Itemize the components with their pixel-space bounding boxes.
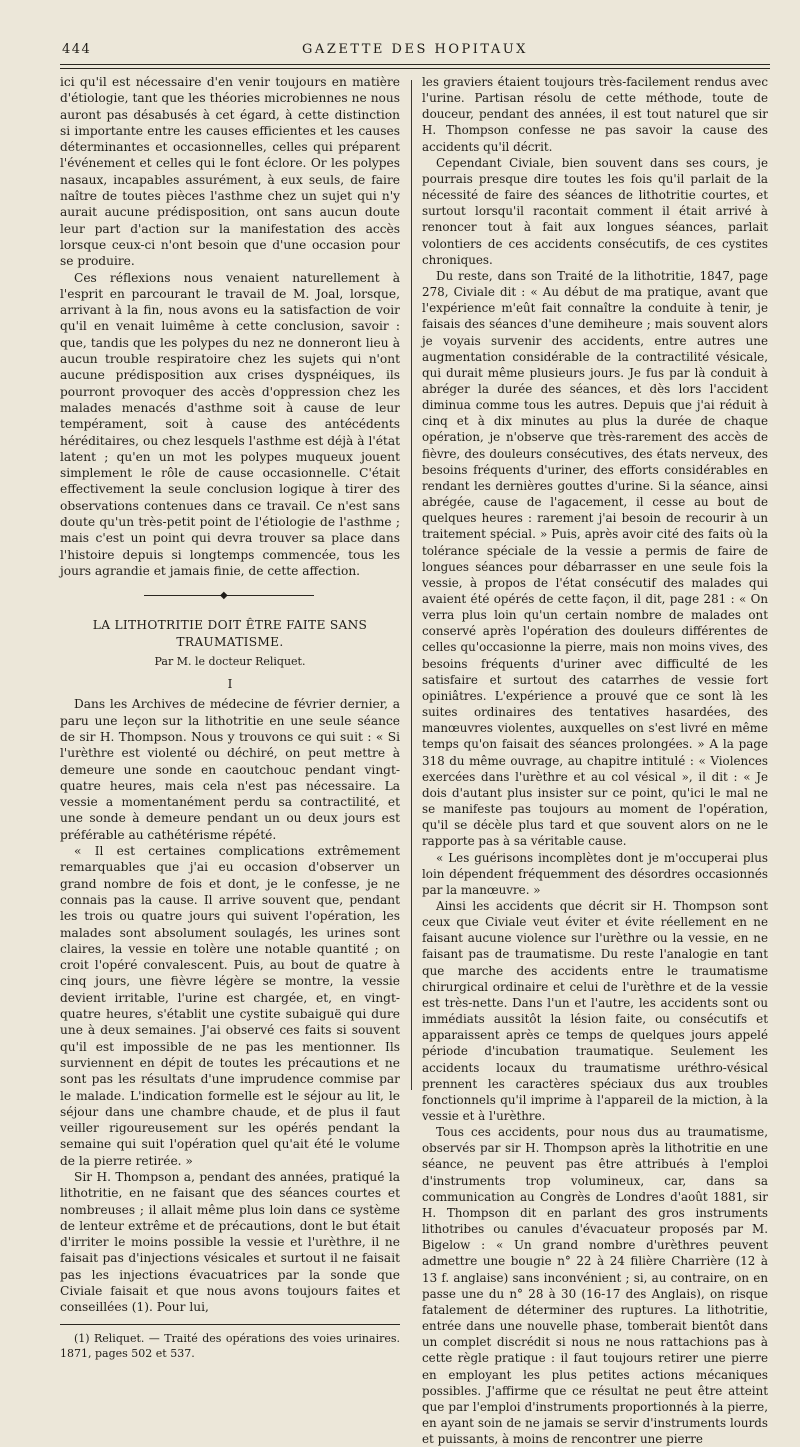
journal-title: GAZETTE DES HOPITAUX — [302, 42, 528, 57]
paragraph: « Il est certaines complications extrêmement remarquables que j'ai eu occasion d'observer un grand nombre de fois et dont, je le confesse, je ne connais pas la cause. Il arrive souvent que, pendant les trois ou quatre jours qui suivent l'opération, les malades sont absolument soulagés, les urines sont claires, la vessie en tolère une notable quantité ; on croit l'opéré convalescent. Puis, au bout de quatre à cinq jours, une fièvre légère se montre, la vessie devient irritable, l'urine est chargée, et, en vingt-quatre heures, s'établit une cystite subaiguë qui dure une à deux semaines. J'ai observé ces faits si souvent qu'il est impossible de ne pas les mentionner. Ils surviennent en dépit de toutes les précautions et ne sont pas les résultats d'une imprudence commise par le malade. L'indication formelle est le séjour au lit, le séjour dans une chambre chaude, et de plus il faut veiller rigoureusement sur les opérés pendant la semaine qui suit l'opération quel qu'ait été le volume de la pierre retirée. » — [60, 844, 400, 1168]
column-divider — [411, 80, 412, 1090]
footnote-rule — [60, 1324, 400, 1325]
right-column — [422, 74, 768, 1447]
paragraph: Cependant Civiale, bien souvent dans ses cours, je pourrais presque dire toutes les fois qu'il parlait de la nécessité de faire des séances de lithotritie courtes, et surtout lorsqu'il racontait comment il était arrivé à renoncer tout à fait aux longues séances, parlait volontiers de ces accidents consécutifs, de ces cystites chroniques. — [422, 155, 768, 267]
header-rule-top — [60, 64, 770, 65]
page-number: 444 — [62, 42, 92, 57]
section-number: I — [227, 677, 233, 692]
divider-ornament: ◆ — [220, 590, 228, 602]
footnote: (1) Reliquet. — Traité des opérations des voies urinaires. 1871, pages 502 et 537. — [60, 1331, 400, 1360]
paragraph: « Les guérisons incomplètes dont je m'occuperai plus loin dépendent fréquemment des désordres occasionnés par la manœuvre. » — [422, 850, 768, 897]
article-title: LA LITHOTRITIE DOIT ÊTRE FAITE SANS TRAUMATISME. — [92, 618, 368, 649]
divider-line — [144, 595, 314, 596]
article-byline: Par M. le docteur Reliquet. — [154, 654, 306, 668]
left-column — [60, 74, 400, 1361]
paragraph: ici qu'il est nécessaire d'en venir toujours en matière d'étiologie, tant que les théories microbiennes ne nous auront pas désabusés à cet égard, à cette distinction si importante entre les causes efficientes et les causes déterminantes et occasionnelles, celles qui préparent l'événement et celles qui le font éclore. Or les polypes nasaux, incapables assurément, à eux seuls, de faire naître de toutes pièces l'asthme chez un sujet qui n'y aurait aucune prédisposition, ont sans aucun doute leur part d'action sur la manifestation des accès lorsque ceux-ci n'ont besoin que d'une occasion pour se produire. — [60, 75, 400, 269]
paragraph: les graviers étaient toujours très-facilement rendus avec l'urine. Partisan résolu de cette méthode, toute de douceur, pendant des années, il est tout naturel que sir H. Thompson confesse ne pas savoir la cause des accidents qu'il décrit. — [422, 75, 768, 154]
paragraph: Dans les Archives de médecine de février dernier, a paru une leçon sur la lithotritie en une seule séance de sir H. Thompson. Nous y trouvons ce qui suit : « Si l'urèthre est violenté ou déchiré, on peut mettre à demeure une sonde en caoutchouc pendant vingt-quatre heures, mais cela n'est pas nécessaire. La vessie a momentanément perdu sa contractilité, et une sonde à demeure pendant un ou deux jours est préférable au cathétérisme répété. — [60, 697, 400, 842]
paragraph: Du reste, dans son Traité de la lithotritie, 1847, page 278, Civiale dit : « Au début de ma pratique, avant que l'expérience m'eût fait connaître la conduite à tenir, je faisais des séances d'une demiheure ; mais souvent alors je voyais survenir des accidents, entre autres une augmentation considérable de la contractilité vésicale, qui durait même plusieurs jours. Je fus par là conduit à abréger la durée des séances, et dès lors l'accident diminua comme tous les autres. Depuis que j'ai réduit à cinq et à dix minutes au plus la durée de chaque opération, je n'observe que très-rarement des accès de fièvre, des douleurs consécutives, des états nerveux, des besoins fréquents d'uriner, des efforts considérables en rendant les dernières gouttes d'urine. Si la séance, ainsi abrégée, cause de l'agacement, il cesse au bout de quelques heures : rarement j'ai besoin de recourir à un traitement spécial. » Puis, après avoir cité des faits où la tolérance spéciale de la vessie a permis de faire de longues séances pour débarrasser en une seule fois la vessie, à propos de l'état consécutif des malades qui avaient été opérés de cette façon, il dit, page 281 : « On verra plus loin qu'un certain nombre de malades ont conservé après l'opération des douleurs différentes de celles qu'occasionne la pierre, mais non moins vives, des besoins fréquents d'uriner avec difficulté de les satisfaire et surtout des catarrhes de vessie fort opiniâtres. L'expérience a prouvé que ce sont là les suites ordinaires des tentatives hasardées, des manœuvres violentes, auxquelles on s'est livré en même temps qu'on faisait des séances prolongées. » A la page 318 du même ouvrage, au chapitre intitulé : « Violences exercées dans l'urèthre et au col vésical », il dit : « Je dois d'autant plus insister sur ce point, qu'ici le mal ne se manifeste pas toujours au moment de l'opération, qu'il se décèle plus tard et que souvent alors on ne le rapporte pas à sa véritable cause. — [422, 268, 768, 849]
section-divider — [60, 587, 400, 603]
paragraph: Ces réflexions nous venaient naturellement à l'esprit en parcourant le travail de M. Joal, lorsque, arrivant à la fin, nous avons eu la satisfaction de voir qu'il en venait luimême à cette conclusion, savoir : que, tandis que les polypes du nez ne donneront lieu à aucun trouble respiratoire chez les sujets qui n'ont aucune prédisposition aux crises dyspnéiques, ils pourront provoquer des accès d'oppression chez les malades menacés d'asthme soit à cause de leur tempérament, soit à cause des antécédents héréditaires, ou chez lesquels l'asthme est déjà à l'état latent ; qu'en un mot les polypes muqueux jouent simplement le rôle de cause occasionnelle. C'était effectivement la seule conclusion logique à tirer des observations contenues dans ce travail. Ce n'est sans doute qu'un très-petit point de l'étiologie de l'asthme ; mais c'est un point qui devra trouver sa place dans l'histoire depuis si longtemps commencée, tous les jours agrandie et jamais finie, de cette affection. — [60, 270, 400, 578]
paragraph: Sir H. Thompson a, pendant des années, pratiqué la lithotritie, en ne faisant que des séances courtes et nombreuses ; il allait même plus loin dans ce système de lenteur extrême et de précautions, dont le but était d'irriter le moins possible la vessie et l'urèthre, il ne faisait pas d'injections vésicales et surtout il ne faisait pas les injections évacuatrices par la sonde que Civiale faisait et que nous avons toujours faites et conseillées (1). Pour lui, — [60, 1170, 400, 1315]
paragraph: Tous ces accidents, pour nous dus au traumatisme, observés par sir H. Thompson après la lithotritie en une séance, ne peuvent pas être attribués à l'emploi d'instruments trop volumineux, car, dans sa communication au Congrès de Londres d'août 1881, sir H. Thompson dit en parlant des gros instruments lithotribes ou canules d'évacuateur proposés par M. Bigelow : « Un grand nombre d'urèthres peuvent admettre une bougie n° 22 à 24 filière Charrière (12 à 13 f. anglaise) sans inconvénient ; si, au contraire, on en passe une du n° 28 à 30 (16-17 des Anglais), on risque fatalement de déterminer des ruptures. La lithotritie, entrée dans une nouvelle phase, tomberait bientôt dans un complet discrédit si nous ne nous rattachions pas à cette règle pratique : il faut toujours retirer une pierre en employant les plus petites actions mécaniques possibles. J'affirme que ce résultat ne peut être atteint que par l'emploi d'instruments proportionnés à la pierre, en ayant soin de ne jamais se servir d'instruments lourds et puissants, à moins de rencontrer une pierre — [422, 1125, 768, 1447]
paragraph: Ainsi les accidents que décrit sir H. Thompson sont ceux que Civiale veut éviter et évite réellement en ne faisant aucune violence sur l'urèthre ou la vessie, en ne faisant pas de traumatisme. Du reste l'analogie en tant que marche des accidents entre le traumatisme chirurgical ordinaire et celui de l'urèthre et de la vessie est très-nette. Dans l'un et l'autre, les accidents sont ou immédiats aussitôt la lésion faite, ou consécutifs et apparaissent après ce temps de quelques jours appelé période d'incubation traumatique. Seulement les accidents locaux du traumatisme uréthro-vésical prennent les caractères spéciaux dus aux troubles fonctionnels qu'il imprime à l'appareil de la miction, à la vessie et à l'urèthre. — [422, 898, 768, 1123]
page-header — [60, 40, 770, 62]
header-rule-bottom — [60, 68, 770, 69]
